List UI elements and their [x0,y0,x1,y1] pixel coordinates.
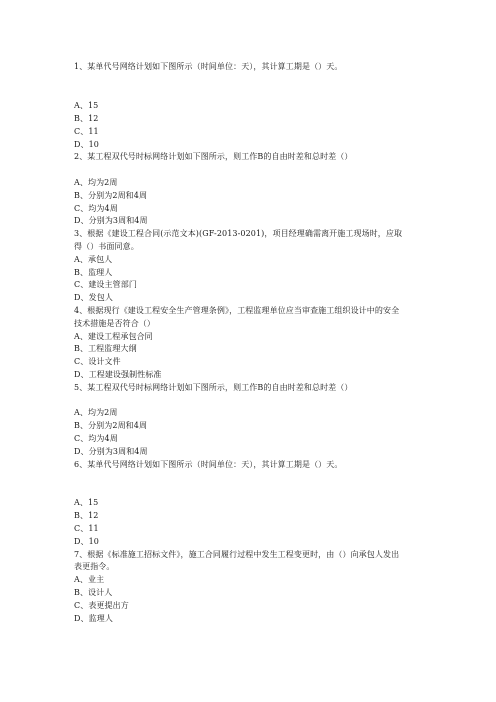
question-3-option-b: B、监理人 [74,268,113,277]
question-4-stem-line-1: 4、根据现行《建设工程安全生产管理条例》，工程监理单位应当审查施工组织设计中的安全 [74,306,400,315]
question-6-stem: 6、某单代号网络计划如下图所示（时间单位：天），其计算工期是（）天。 [74,460,343,469]
question-1-option-c: C、11 [74,127,99,136]
question-6-option-c: C、11 [74,524,99,533]
question-7-option-b: B、设计人 [74,588,113,597]
question-5-option-a: A、均为2周 [74,408,118,417]
question-4-option-b: B、工程监理大纲 [74,344,137,353]
question-5-stem: 5、某工程双代号时标网络计划如下图所示，则工作B的自由时差和总时差（） [74,383,353,392]
question-3-option-d: D、发包人 [74,293,113,302]
question-3-stem-line-2: 得（）书面同意。 [74,242,139,251]
question-7-stem-line-1: 7、根据《标准施工招标文件》，施工合同履行过程中发生工程变更时，由（）向承包人发出 [74,550,400,559]
question-4-option-d: D、工程建设强制性标准 [74,370,162,379]
question-1-option-b: B、12 [74,114,99,123]
question-7-stem-line-2: 表更指令。 [74,562,115,571]
question-5-option-d: D、分别为3周和4周 [74,447,148,456]
question-6-option-b: B、12 [74,511,99,520]
question-7-option-d: D、监理人 [74,614,113,623]
question-2-option-a: A、均为2周 [74,178,118,187]
question-3-option-c: C、建设主管部门 [74,280,137,289]
question-1-option-d: D、10 [74,140,99,149]
question-2-stem: 2、某工程双代号时标网络计划如下图所示，则工作B的自由时差和总时差（） [74,152,353,161]
question-2-option-b: B、分别为2周和4周 [74,191,148,200]
question-7-option-c: C、表更提出方 [74,601,129,610]
question-6-option-d: D、10 [74,537,99,546]
question-2-option-d: D、分别为3周和4周 [74,216,148,225]
question-1-stem: 1、某单代号网络计划如下图所示（时间单位：天），其计算工期是（）天。 [74,62,343,71]
question-6-option-a: A、15 [74,498,99,507]
question-3-option-a: A、承包人 [74,255,113,264]
question-4-option-c: C、设计文件 [74,357,121,366]
question-1-option-a: A、15 [74,101,99,110]
question-5-option-c: C、均为4周 [74,434,118,443]
question-4-stem-line-2: 技术措施是否符合（） [74,319,155,328]
question-4-option-a: A、建设工程承包合同 [74,332,153,341]
question-3-stem-line-1: 3、根据《建设工程合同(示范文本)(GF-2013-0201)，项目经理确需离开施工现场时，应取 [74,229,403,238]
question-2-option-c: C、均为4周 [74,204,118,213]
question-7-option-a: A、业主 [74,575,105,584]
question-5-option-b: B、分别为2周和4周 [74,421,148,430]
